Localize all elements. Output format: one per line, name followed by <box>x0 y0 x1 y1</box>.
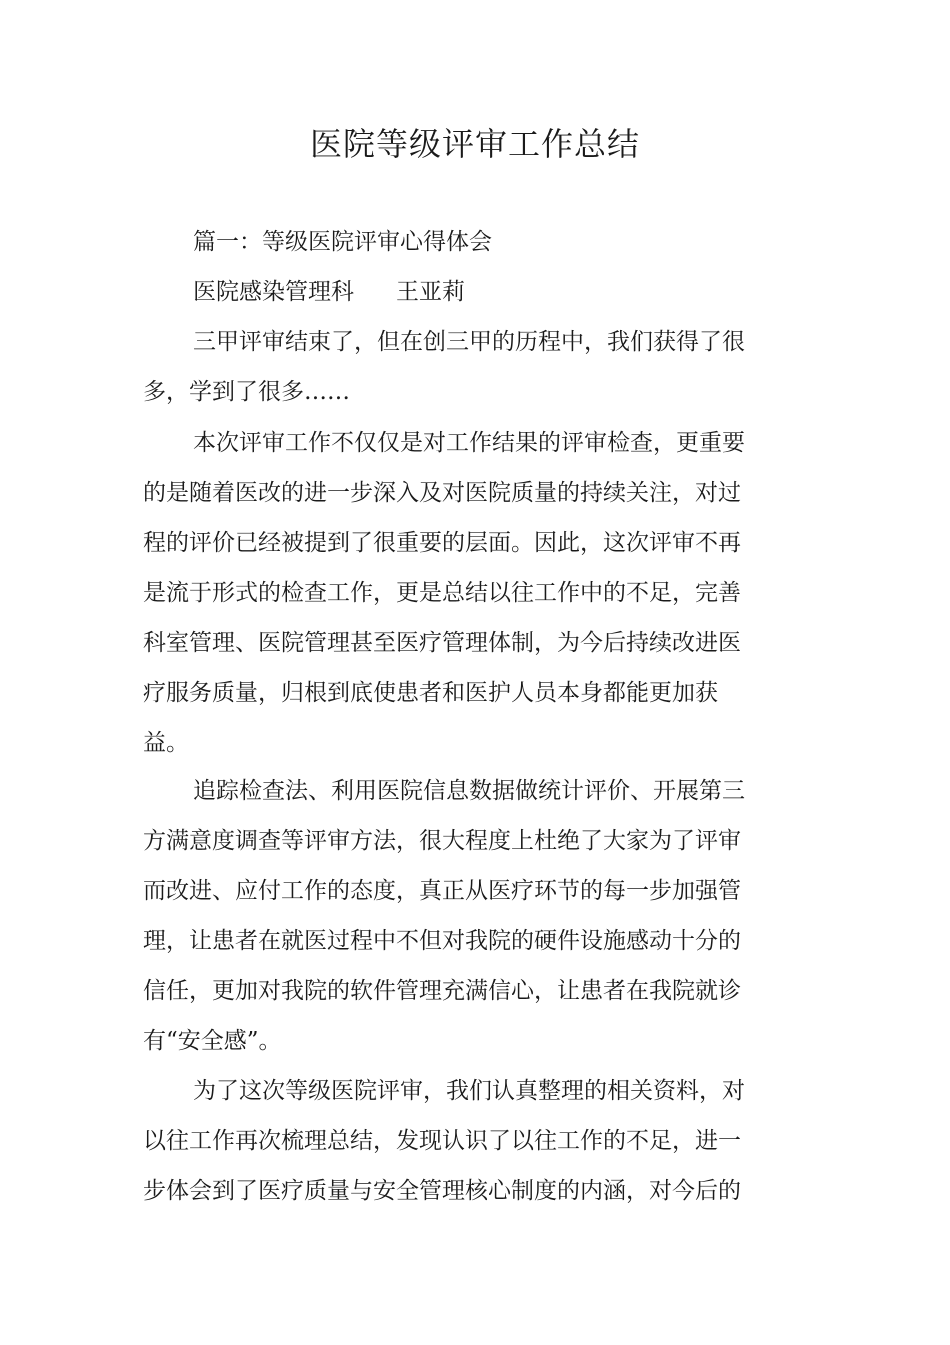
section-heading: 篇一：等级医院评审心得体会 <box>193 229 492 255</box>
paragraph-2-line: 本次评审工作不仅仅是对工作结果的评审检查，更重要 <box>193 430 745 456</box>
paragraph-3-line: 追踪检查法、利用医院信息数据做统计评价、开展第三 <box>193 778 745 804</box>
department-name: 医院感染管理科 <box>193 279 354 305</box>
paragraph-3-line: 理，让患者在就医过程中不但对我院的硬件设施感动十分的 <box>143 928 741 954</box>
author-line <box>193 277 465 307</box>
paragraph-2-line: 科室管理、医院管理甚至医疗管理体制，为今后持续改进医 <box>143 630 741 656</box>
paragraph-2-line: 益。 <box>143 730 189 756</box>
paragraph-1-line: 三甲评审结束了，但在创三甲的历程中，我们获得了很 <box>193 329 745 355</box>
paragraph-3-line: 而改进、应付工作的态度，真正从医疗环节的每一步加强管 <box>143 878 741 904</box>
author-name: 王亚莉 <box>396 279 465 305</box>
document-title: 医院等级评审工作总结 <box>309 125 640 163</box>
paragraph-4-line: 步体会到了医疗质量与安全管理核心制度的内涵，对今后的 <box>143 1178 741 1204</box>
paragraph-3-line: 有“安全感”。 <box>143 1028 282 1054</box>
paragraph-3-line: 方满意度调查等评审方法，很大程度上杜绝了大家为了评审 <box>143 828 741 854</box>
paragraph-1-line: 多，学到了很多…… <box>143 379 350 405</box>
paragraph-3-line: 信任，更加对我院的软件管理充满信心，让患者在我院就诊 <box>143 978 741 1004</box>
paragraph-2-line: 的是随着医改的进一步深入及对医院质量的持续关注，对过 <box>143 480 741 506</box>
paragraph-2-line: 是流于形式的检查工作，更是总结以往工作中的不足，完善 <box>143 580 741 606</box>
paragraph-2-line: 程的评价已经被提到了很重要的层面。因此，这次评审不再 <box>143 530 741 556</box>
paragraph-4-line: 为了这次等级医院评审，我们认真整理的相关资料，对 <box>193 1078 745 1104</box>
paragraph-4-line: 以往工作再次梳理总结，发现认识了以往工作的不足，进一 <box>143 1128 741 1154</box>
paragraph-2-line: 疗服务质量，归根到底使患者和医护人员本身都能更加获 <box>143 680 718 706</box>
